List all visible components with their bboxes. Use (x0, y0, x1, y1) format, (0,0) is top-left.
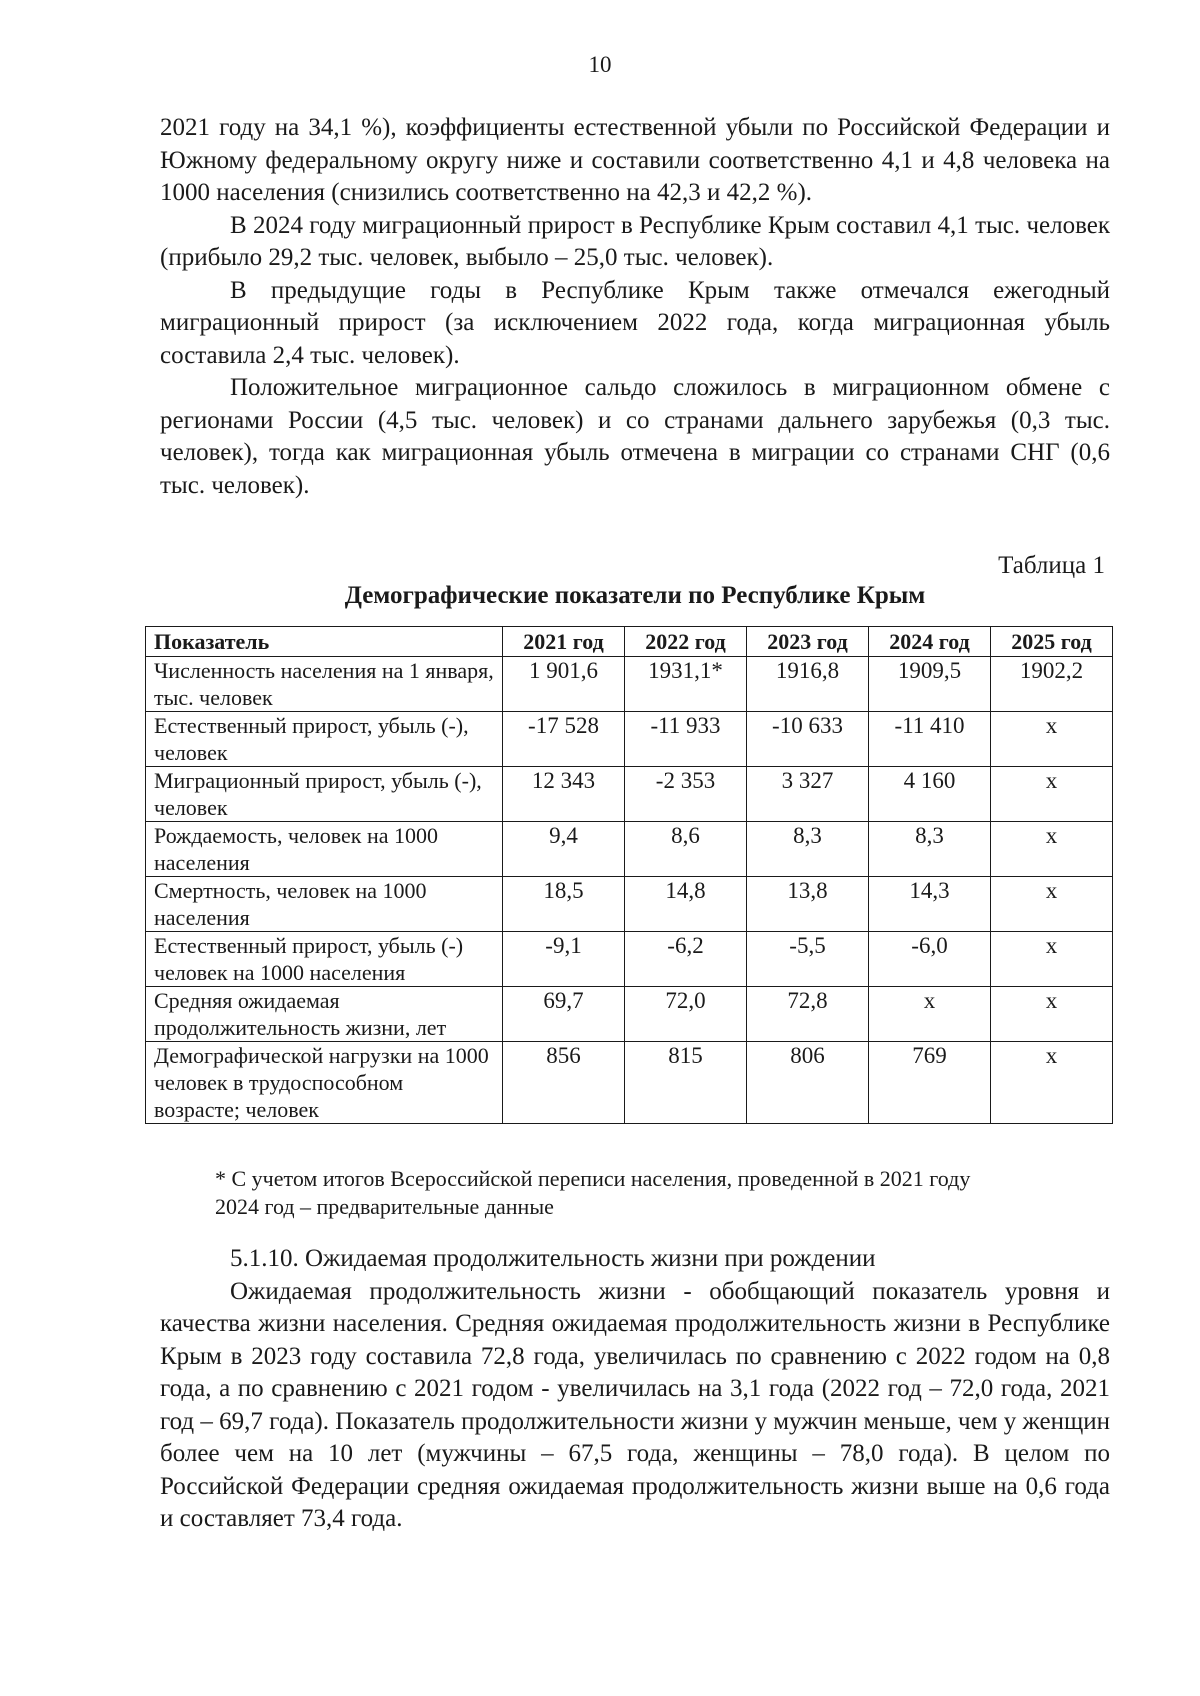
row-value: 13,8 (747, 877, 869, 932)
paragraph-life-expectancy: Ожидаемая продолжительность жизни - обобщающий показатель уровня и качества жизни населения. Средняя ожидаемая продолжительность жизни в Республике Крым в 2023 году составила 72,8 года, увеличилась по сравнению с 2022 годом на 0,8 года, а по сравнению с 2021 годом - увеличилась на 3,1 года (2022 год – 72,0 года, 2021 год – 69,7 года). Показатель продолжительности жизни у мужчин меньше, чем у женщин более чем на 10 лет (мужчины – 67,5 года, женщины – 78,0 года). В целом по Российской Федерации средняя ожидаемая продолжительность жизни выше на 0,6 года и составляет 73,4 года. (160, 1277, 1110, 1532)
row-value: х (991, 822, 1113, 877)
row-value: 806 (747, 1042, 869, 1124)
row-value: -2 353 (625, 767, 747, 822)
row-value: 1931,1* (625, 657, 747, 712)
row-value: х (991, 987, 1113, 1042)
demographic-table (145, 626, 1113, 1124)
row-value: х (991, 767, 1113, 822)
header-2023: 2023 год (747, 627, 869, 657)
table-row (146, 987, 1113, 1042)
row-value: -6,2 (625, 932, 747, 987)
paragraph-4: Положительное миграционное сальдо сложилось в миграционном обмене с регионами России (4,5 тыс. человек) и со странами дальнего зарубежья (0,3 тыс. человек), тогда как миграционная убыль отмечена в миграции со странами СНГ (0,6 тыс. человек). (160, 374, 1110, 499)
row-label: Естественный прирост, убыль (-) человек на 1000 населения (146, 932, 503, 987)
section-heading: 5.1.10. Ожидаемая продолжительность жизни при рождении (230, 1245, 876, 1272)
row-value: 8,3 (747, 822, 869, 877)
table-row (146, 1042, 1113, 1124)
row-value: 769 (869, 1042, 991, 1124)
row-value: 856 (503, 1042, 625, 1124)
table-row (146, 932, 1113, 987)
row-value: 69,7 (503, 987, 625, 1042)
table-row (146, 712, 1113, 767)
row-value: 3 327 (747, 767, 869, 822)
row-label: Рождаемость, человек на 1000 населения (146, 822, 503, 877)
row-value: 1 901,6 (503, 657, 625, 712)
row-value: 8,6 (625, 822, 747, 877)
row-value: 72,8 (747, 987, 869, 1042)
paragraph-3: В предыдущие годы в Республике Крым также отмечался ежегодный миграционный прирост (за исключением 2022 года, когда миграционная убыль составила 2,4 тыс. человек). (160, 276, 1110, 369)
paragraph-1: 2021 году на 34,1 %), коэффициенты естественной убыли по Российской Федерации и Южному федеральному округу ниже и составили соответственно 4,1 и 4,8 человека на 1000 населения (снизились соответственно на 42,3 и 42,2 %). (160, 114, 1110, 206)
table-title: Демографические показатели по Республике Крым (344, 582, 926, 609)
row-value: 8,3 (869, 822, 991, 877)
row-value: х (991, 877, 1113, 932)
row-label: Демографической нагрузки на 1000 человек в трудоспособном возрасте; человек (146, 1042, 503, 1124)
row-value: 815 (625, 1042, 747, 1124)
footnote-census: * С учетом итогов Всероссийской переписи населения, проведенной в 2021 году (215, 1166, 971, 1191)
row-value: х (869, 987, 991, 1042)
row-value: 1909,5 (869, 657, 991, 712)
row-value: -5,5 (747, 932, 869, 987)
row-value: -6,0 (869, 932, 991, 987)
row-value: -10 633 (747, 712, 869, 767)
text-block-top (160, 112, 1110, 502)
row-label: Средняя ожидаемая продолжительность жизни, лет (146, 987, 503, 1042)
table-row (146, 767, 1113, 822)
row-value: -17 528 (503, 712, 625, 767)
row-label: Численность населения на 1 января, тыс. человек (146, 657, 503, 712)
row-value: 18,5 (503, 877, 625, 932)
row-value: х (991, 1042, 1113, 1124)
footnote-preliminary: 2024 год – предварительные данные (215, 1194, 554, 1219)
header-2021: 2021 год (503, 627, 625, 657)
header-2024: 2024 год (869, 627, 991, 657)
row-value: 1902,2 (991, 657, 1113, 712)
paragraph-2: В 2024 году миграционный прирост в Республике Крым составил 4,1 тыс. человек (прибыло 29,2 тыс. человек, выбыло – 25,0 тыс. человек). (160, 211, 1110, 271)
table-row (146, 822, 1113, 877)
row-label: Естественный прирост, убыль (-), человек (146, 712, 503, 767)
row-value: -9,1 (503, 932, 625, 987)
row-value: -11 933 (625, 712, 747, 767)
header-2025: 2025 год (991, 627, 1113, 657)
table-caption: Таблица 1 (998, 552, 1105, 579)
row-label: Смертность, человек на 1000 населения (146, 877, 503, 932)
row-value: 4 160 (869, 767, 991, 822)
table-header-row (146, 627, 1113, 657)
text-block-bottom (160, 1243, 1110, 1536)
table-footnotes (215, 1165, 1095, 1221)
table-row (146, 877, 1113, 932)
header-indicator: Показатель (146, 627, 503, 657)
row-value: 1916,8 (747, 657, 869, 712)
row-value: 9,4 (503, 822, 625, 877)
row-value: 72,0 (625, 987, 747, 1042)
header-2022: 2022 год (625, 627, 747, 657)
row-label: Миграционный прирост, убыль (-), человек (146, 767, 503, 822)
table-row (146, 657, 1113, 712)
row-value: 12 343 (503, 767, 625, 822)
row-value: 14,8 (625, 877, 747, 932)
row-value: х (991, 932, 1113, 987)
row-value: -11 410 (869, 712, 991, 767)
row-value: 14,3 (869, 877, 991, 932)
page-number: 10 (588, 52, 612, 77)
row-value: х (991, 712, 1113, 767)
